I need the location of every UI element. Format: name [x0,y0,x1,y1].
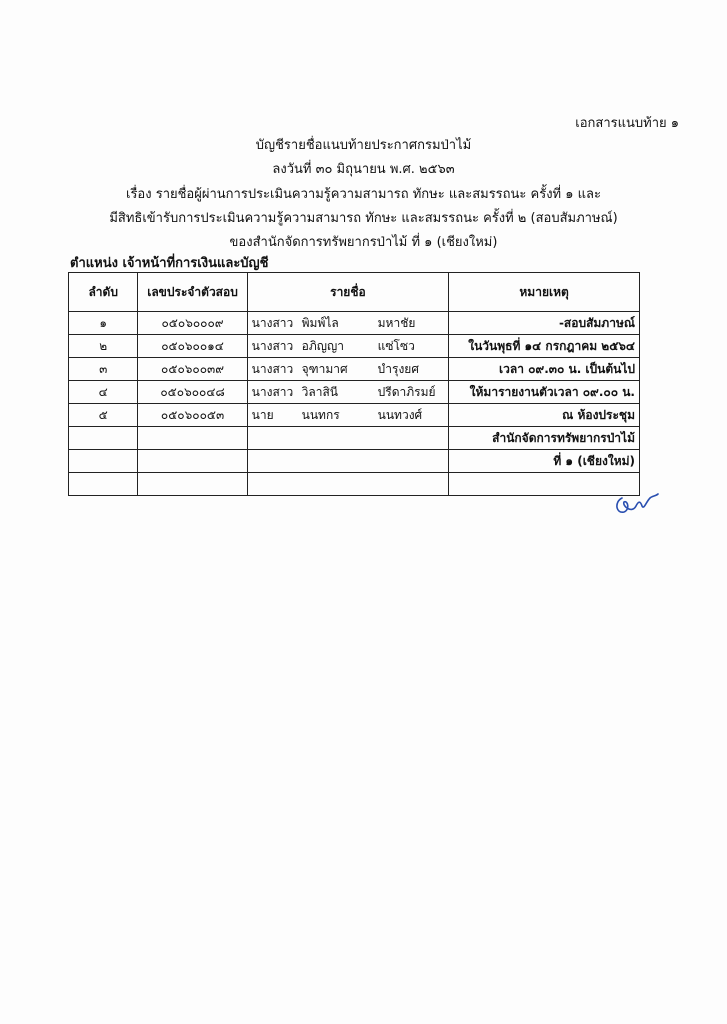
table-row [69,450,640,473]
cell-order: ๕ [69,404,138,427]
table-header-row [69,273,640,312]
table-row [69,427,640,450]
cell-remark: ให้มารายงานตัวเวลา ๐๙.๐๐ น. [449,381,640,404]
cell-name [247,427,449,450]
doc-date: ลงวันที่ ๓๐ มิถุนายน พ.ศ. ๒๕๖๓ [272,162,455,177]
name-last: มหาชัย [377,315,416,330]
cell-remark: -สอบสัมภาษณ์ [449,312,640,335]
cell-remark: สำนักจัดการทรัพยากรป่าไม้ [449,427,640,450]
name-last: นนทวงศ์ [377,407,423,422]
doc-subject-line-2: มีสิทธิเข้ารับการประเมินความรู้ความสามารถ ทักษะ และสมรรถนะ ครั้งที่ ๒ (สอบสัมภาษณ์) [109,211,618,226]
cell-exam-id [138,427,247,450]
name-last: แซ่โซว [377,338,415,353]
cell-order: ๑ [69,312,138,335]
name-first: พิมพ์ไล [301,315,339,330]
cell-order: ๓ [69,358,138,381]
cell-exam-id [138,450,247,473]
doc-subject-line-3: ของสำนักจัดการทรัพยากรป่าไม้ ที่ ๑ (เชียงใหม่) [229,235,498,250]
cell-remark: ในวันพุธที่ ๑๔ กรกฎาคม ๒๕๖๔ [449,335,640,358]
cell-order [69,427,138,450]
cell-exam-id [138,473,247,496]
header-exam-id: เลขประจำตัวสอบ [138,273,247,312]
header-remark: หมายเหตุ [449,273,640,312]
cell-name [247,335,449,358]
name-title: นางสาว [251,384,294,399]
cell-order [69,450,138,473]
cell-remark: เวลา ๐๙.๓๐ น. เป็นต้นไป [449,358,640,381]
cell-name [247,473,449,496]
table-row [69,358,640,381]
cell-name [247,404,449,427]
candidate-table [68,272,640,496]
cell-name [247,358,449,381]
cell-order [69,473,138,496]
name-last: บำรุงยศ [377,361,419,376]
cell-name [247,381,449,404]
table-row [69,312,640,335]
table-row [69,404,640,427]
cell-exam-id: ๐๕๐๖๐๐๐๙ [138,312,247,335]
cell-exam-id: ๐๕๐๖๐๐๓๙ [138,358,247,381]
position-label: ตำแหน่ง เจ้าหน้าที่การเงินและบัญชี [70,256,269,271]
name-first: จุฑามาศ [301,361,348,376]
cell-remark: ณ ห้องประชุม [449,404,640,427]
cell-exam-id: ๐๕๐๖๐๐๑๔ [138,335,247,358]
cell-exam-id: ๐๕๐๖๐๐๔๘ [138,381,247,404]
attachment-label: เอกสารแนบท้าย ๑ [575,116,679,131]
cell-name [247,312,449,335]
name-first: นนทกร [301,407,340,422]
cell-remark [449,473,640,496]
table-row [69,473,640,496]
cell-name [247,450,449,473]
name-title: นางสาว [251,361,294,376]
header-name: รายชื่อ [247,273,449,312]
table-row [69,381,640,404]
signature-mark [612,484,662,524]
cell-remark: ที่ ๑ (เชียงใหม่) [449,450,640,473]
name-first: วิลาสินี [301,384,338,399]
cell-order: ๒ [69,335,138,358]
doc-subject-line-1: เรื่อง รายชื่อผู้ผ่านการประเมินความรู้ความสามารถ ทักษะ และสมรรถนะ ครั้งที่ ๑ และ [126,187,601,202]
table-row [69,335,640,358]
header-order: ลำดับ [69,273,138,312]
name-title: นางสาว [251,338,294,353]
name-title: นางสาว [251,315,294,330]
name-last: ปรีดาภิรมย์ [377,384,436,399]
doc-title: บัญชีรายชื่อแนบท้ายประกาศกรมป่าไม้ [255,138,472,153]
name-title: นาย [251,407,274,422]
cell-exam-id: ๐๕๐๖๐๐๕๓ [138,404,247,427]
cell-order: ๔ [69,381,138,404]
name-first: อภิญญา [301,338,344,353]
